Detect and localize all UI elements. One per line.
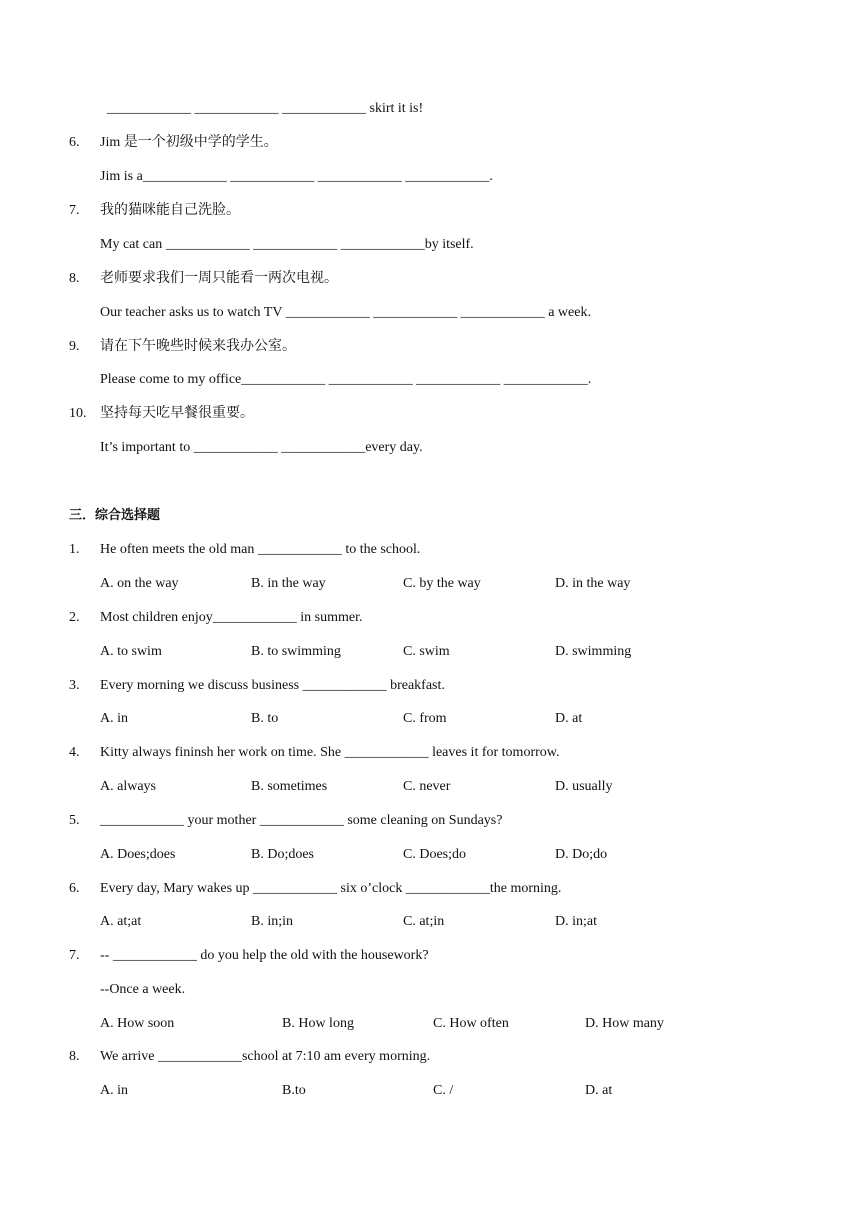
question-number: 3.	[69, 678, 80, 693]
chinese-sentence: 老师要求我们一周只能看一两次电视。	[100, 271, 338, 286]
question-stem: Every day, Mary wakes up ____________ six o’clock ____________the morning.	[100, 881, 562, 896]
option-d: D. at	[555, 711, 583, 726]
question-stem: We arrive ____________school at 7:10 am every morning.	[100, 1049, 431, 1064]
option-c: C. swim	[403, 644, 450, 659]
item-number: 7.	[69, 203, 80, 218]
option-a: A. in	[100, 1083, 128, 1098]
option-a: A. always	[100, 779, 156, 794]
option-d: D. in the way	[555, 576, 631, 591]
option-c: C. by the way	[403, 576, 481, 591]
option-d: D. in;at	[555, 914, 597, 929]
option-b: B. in;in	[251, 914, 294, 929]
section-title: 三．综合选择题	[69, 508, 161, 523]
question-number: 8.	[69, 1049, 80, 1064]
question-stem: Every morning we discuss business ____________ breakfast.	[100, 678, 445, 693]
question-stem: He often meets the old man ____________ to the school.	[100, 542, 421, 557]
option-b: B. sometimes	[251, 779, 328, 794]
english-sentence: My cat can ____________ ____________ ____________by itself.	[100, 237, 474, 252]
option-d: D. How many	[585, 1016, 664, 1031]
item-number: 10.	[69, 406, 87, 421]
english-sentence: It’s important to ____________ ____________every day.	[100, 440, 423, 455]
option-d: D. at	[585, 1083, 613, 1098]
continued-answer-line: ____________ ____________ ____________ skirt it is!	[107, 101, 424, 116]
option-c: C. from	[403, 711, 447, 726]
option-a: A. in	[100, 711, 128, 726]
option-c: C. Does;do	[403, 847, 466, 862]
option-a: A. How soon	[100, 1016, 175, 1031]
option-b: B. How long	[282, 1016, 354, 1031]
question-number: 5.	[69, 813, 80, 828]
question-number: 6.	[69, 881, 80, 896]
item-number: 9.	[69, 339, 80, 354]
option-c: C. /	[433, 1083, 454, 1098]
option-b: B.to	[282, 1083, 306, 1098]
question-stem: Kitty always fininsh her work on time. She ____________ leaves it for tomorrow.	[100, 745, 560, 760]
option-d: D. usually	[555, 779, 613, 794]
item-number: 8.	[69, 271, 80, 286]
chinese-sentence: Jim 是一个初级中学的学生。	[100, 135, 278, 150]
chinese-sentence: 我的猫咪能自己洗脸。	[100, 203, 240, 218]
dialogue-reply: --Once a week.	[100, 982, 186, 997]
question-stem: -- ____________ do you help the old with the housework?	[100, 948, 429, 963]
option-d: D. Do;do	[555, 847, 608, 862]
option-d: D. swimming	[555, 644, 632, 659]
question-stem: ____________ your mother ____________ some cleaning on Sundays?	[100, 813, 503, 828]
option-b: B. Do;does	[251, 847, 314, 862]
option-a: A. on the way	[100, 576, 179, 591]
option-a: A. Does;does	[100, 847, 176, 862]
english-sentence: Please come to my office____________ ____________ ____________ ____________.	[100, 372, 592, 387]
question-number: 4.	[69, 745, 80, 760]
english-sentence: Our teacher asks us to watch TV ____________ ____________ ____________ a week.	[100, 305, 591, 320]
question-number: 2.	[69, 610, 80, 625]
english-sentence: Jim is a____________ ____________ ____________ ____________.	[100, 169, 493, 184]
option-b: B. to swimming	[251, 644, 341, 659]
question-stem: Most children enjoy____________ in summer.	[100, 610, 363, 625]
question-number: 1.	[69, 542, 80, 557]
option-b: B. in the way	[251, 576, 326, 591]
option-c: C. at;in	[403, 914, 445, 929]
option-b: B. to	[251, 711, 279, 726]
option-c: C. never	[403, 779, 451, 794]
option-a: A. at;at	[100, 914, 142, 929]
question-number: 7.	[69, 948, 80, 963]
option-c: C. How often	[433, 1016, 509, 1031]
option-a: A. to swim	[100, 644, 162, 659]
chinese-sentence: 请在下午晚些时候来我办公室。	[100, 339, 296, 354]
item-number: 6.	[69, 135, 80, 150]
chinese-sentence: 坚持每天吃早餐很重要。	[100, 406, 254, 421]
